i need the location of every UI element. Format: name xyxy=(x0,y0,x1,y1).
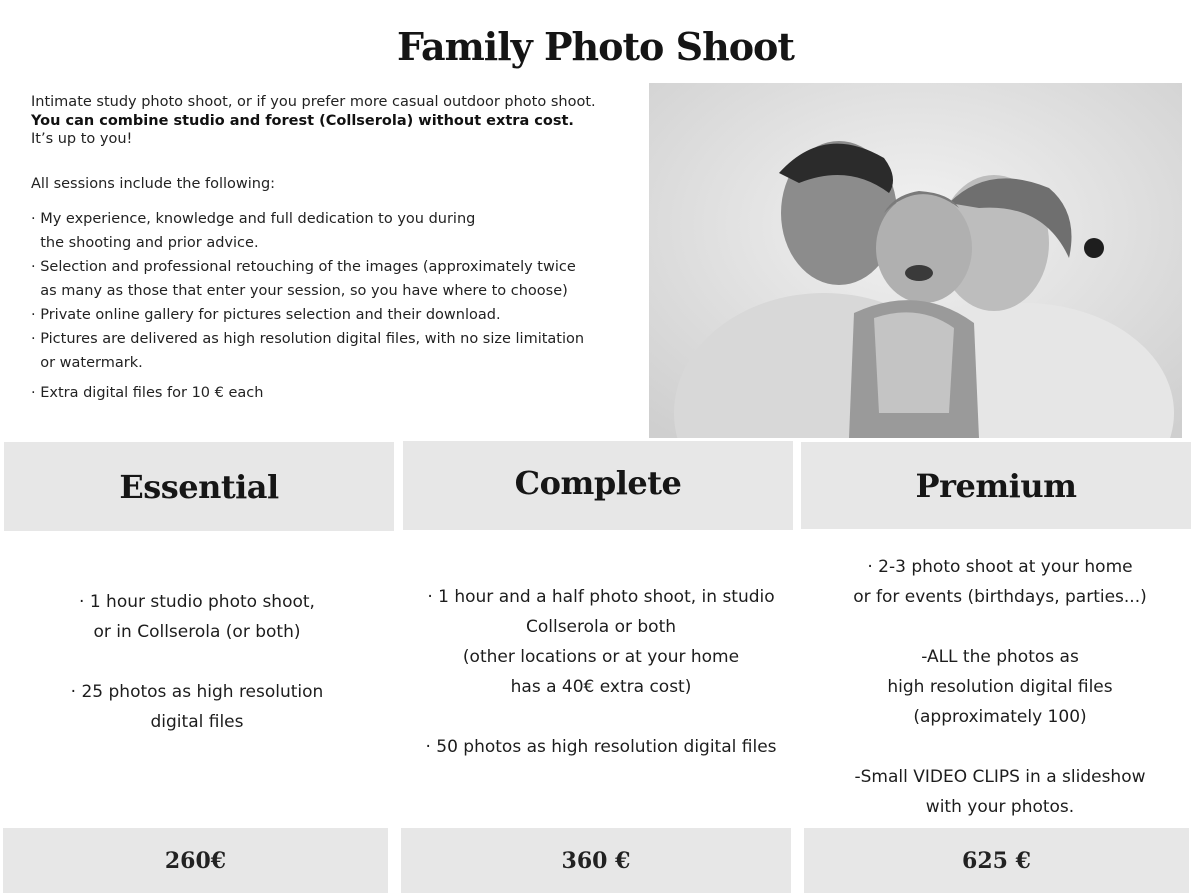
tier-premium-price: 625 € xyxy=(962,847,1031,874)
tier-premium-name: Premium xyxy=(915,466,1077,505)
tier-premium-line: -ALL the photos as xyxy=(921,647,1079,667)
page-title: Family Photo Shoot xyxy=(397,24,794,69)
tier-complete-line: has a 40€ extra cost) xyxy=(510,677,692,697)
list-item: · Private online gallery for pictures selection and their download. xyxy=(31,307,501,323)
list-item: · Selection and professional retouching of the images (approximately twice as many as those that enter your session, so you have where to choose) xyxy=(31,259,576,299)
intro-line-3: It’s up to you! xyxy=(31,131,133,147)
tier-complete-price-panel xyxy=(401,828,791,893)
tier-complete-line: · 50 photos as high resolution digital files xyxy=(425,737,777,757)
tier-essential-line: · 25 photos as high resolution xyxy=(70,682,324,702)
tier-essential-line: · 1 hour studio photo shoot, xyxy=(79,592,315,612)
tier-complete-line: Collserola or both xyxy=(525,617,677,637)
list-item: · My experience, knowledge and full dedication to you during the shooting and prior advice. xyxy=(31,211,476,251)
tier-essential-price: 260€ xyxy=(164,847,227,874)
tier-complete-line: · 1 hour and a half photo shoot, in studio xyxy=(427,587,775,607)
tier-premium-line: high resolution digital files xyxy=(887,677,1113,697)
tier-complete-name: Complete xyxy=(514,463,682,502)
intro-line-2: You can combine studio and forest (Collserola) without extra cost. xyxy=(31,112,574,129)
intro-line-1: Intimate study photo shoot, or if you prefer more casual outdoor photo shoot. xyxy=(31,94,596,110)
family-photo-illustration xyxy=(649,83,1182,438)
extra-files-note: · Extra digital files for 10 € each xyxy=(31,385,264,401)
tier-essential-line: or in Collserola (or both) xyxy=(93,622,301,642)
family-photo xyxy=(649,83,1182,438)
includes-list xyxy=(31,207,641,405)
includes-heading: All sessions include the following: xyxy=(31,175,276,192)
tier-premium-price-panel xyxy=(804,828,1189,893)
tier-premium-line: -Small VIDEO CLIPS in a slideshow xyxy=(854,767,1146,787)
tier-essential-line: digital files xyxy=(150,712,244,732)
tier-premium-header xyxy=(801,442,1191,529)
tier-premium-line: (approximately 100) xyxy=(913,707,1087,727)
intro-section xyxy=(31,93,641,405)
tier-complete-price: 360 € xyxy=(561,847,631,874)
tier-essential-details xyxy=(0,587,394,737)
tier-premium-line: or for events (birthdays, parties...) xyxy=(853,587,1147,607)
list-item: · Pictures are delivered as high resolution digital files, with no size limitation or watermark. xyxy=(31,331,585,371)
tier-premium-line: with your photos. xyxy=(925,797,1075,817)
tier-essential-price-panel xyxy=(3,828,388,893)
tier-essential-name: Essential xyxy=(119,467,279,506)
tier-premium-line: · 2-3 photo shoot at your home xyxy=(867,557,1133,577)
tier-complete-line: (other locations or at your home xyxy=(462,647,740,667)
tier-premium-details xyxy=(801,552,1191,822)
tier-essential-header xyxy=(4,442,394,531)
tier-complete-details xyxy=(403,582,799,762)
tier-complete-header xyxy=(403,441,793,530)
